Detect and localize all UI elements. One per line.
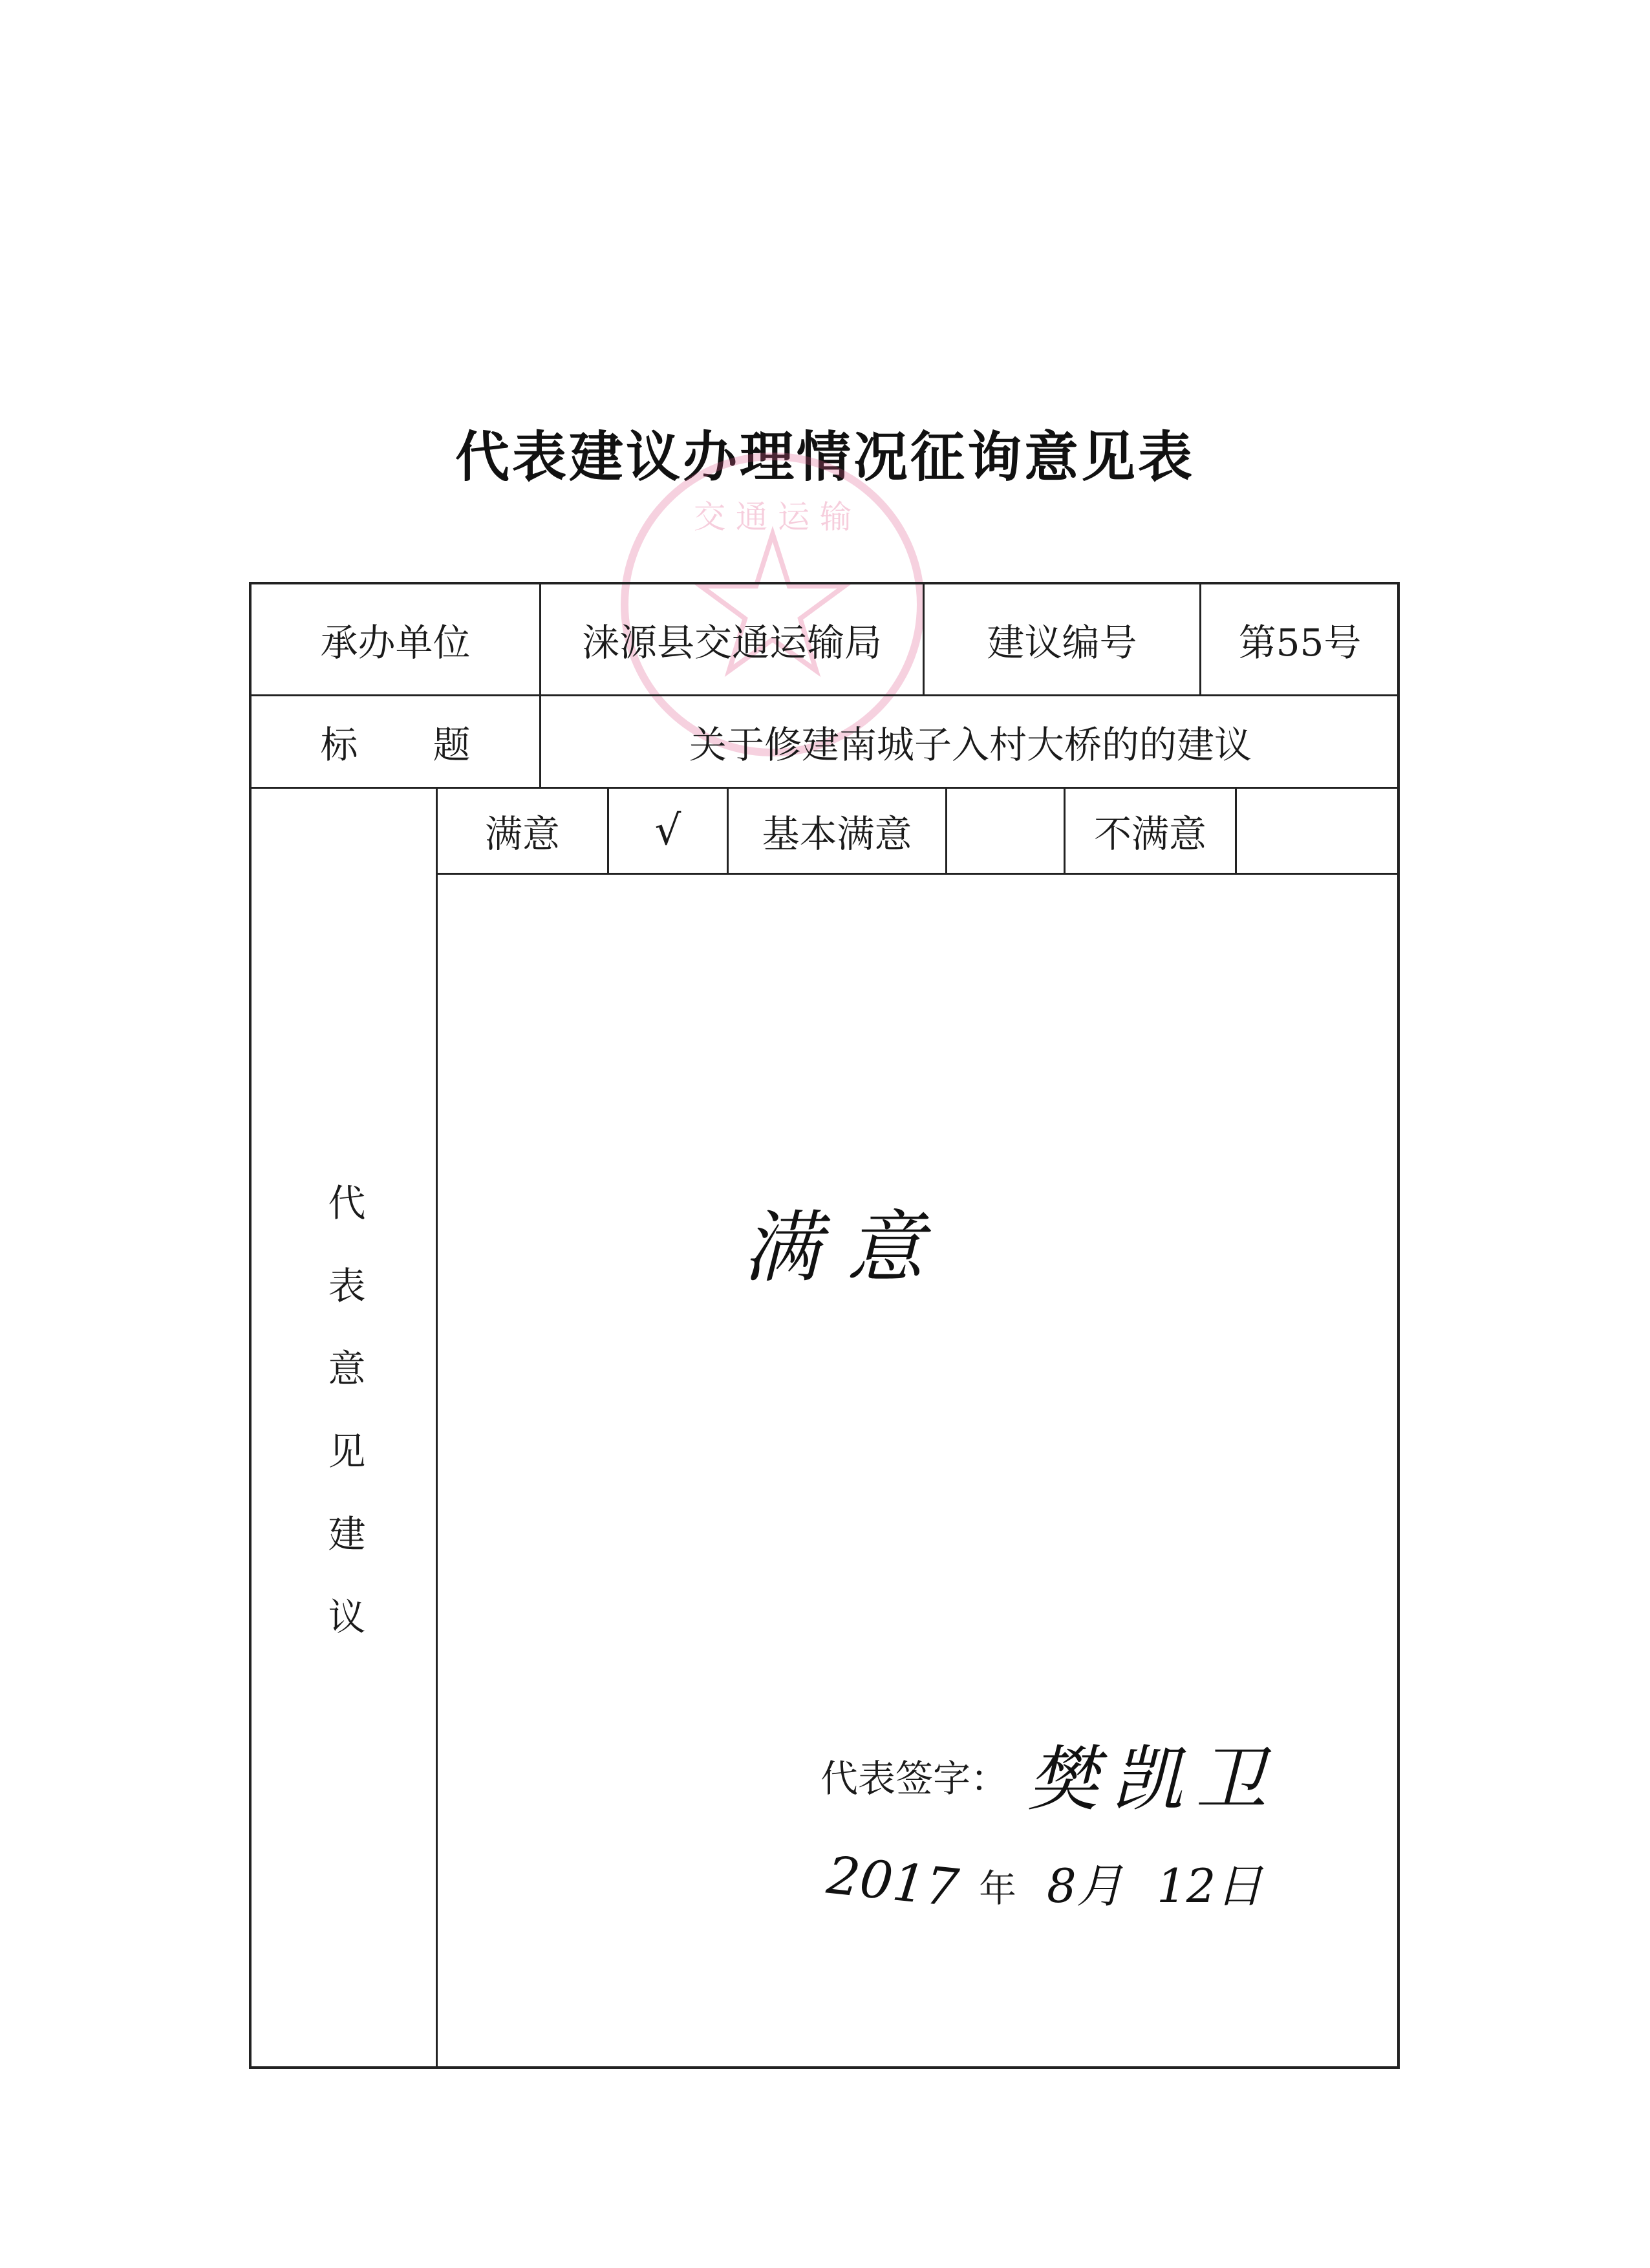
opinion-section-label: 代表意见建议 (321, 1183, 366, 1680)
basic-satisfied-checkbox[interactable] (947, 789, 1064, 873)
satisfied-label: 满意 (484, 812, 560, 856)
page-title: 代表建议办理情况征询意见表 (455, 425, 1195, 489)
unit-label: 承办单位 (320, 621, 471, 665)
svg-text:交 通 运 输: 交 通 运 输 (693, 498, 852, 536)
signature-label: 代表签字： (820, 1757, 1009, 1801)
date-month: 8月 (1047, 1859, 1123, 1913)
unit-value: 涞源县交通运输局 (581, 621, 882, 665)
date-year-label: 年 (979, 1867, 1017, 1910)
basic-satisfied-label: 基本满意 (762, 812, 912, 856)
unsatisfied-checkbox[interactable] (1237, 789, 1400, 873)
title-label: 标 题 (320, 723, 471, 767)
signature-name: 樊凯卫 (1027, 1738, 1280, 1821)
date-day: 12日 (1157, 1859, 1263, 1913)
opinion-form (249, 582, 1400, 2069)
satisfied-checkbox[interactable]: √ (654, 807, 681, 855)
date-year: 2017 (824, 1845, 961, 1919)
unsatisfied-label: 不满意 (1093, 812, 1206, 856)
title-value: 关于修建南城子入村大桥的的建议 (689, 723, 1252, 767)
number-label: 建议编号 (987, 621, 1137, 665)
handwritten-opinion: 满意 (743, 1203, 950, 1293)
number-value: 第55号 (1238, 621, 1362, 665)
